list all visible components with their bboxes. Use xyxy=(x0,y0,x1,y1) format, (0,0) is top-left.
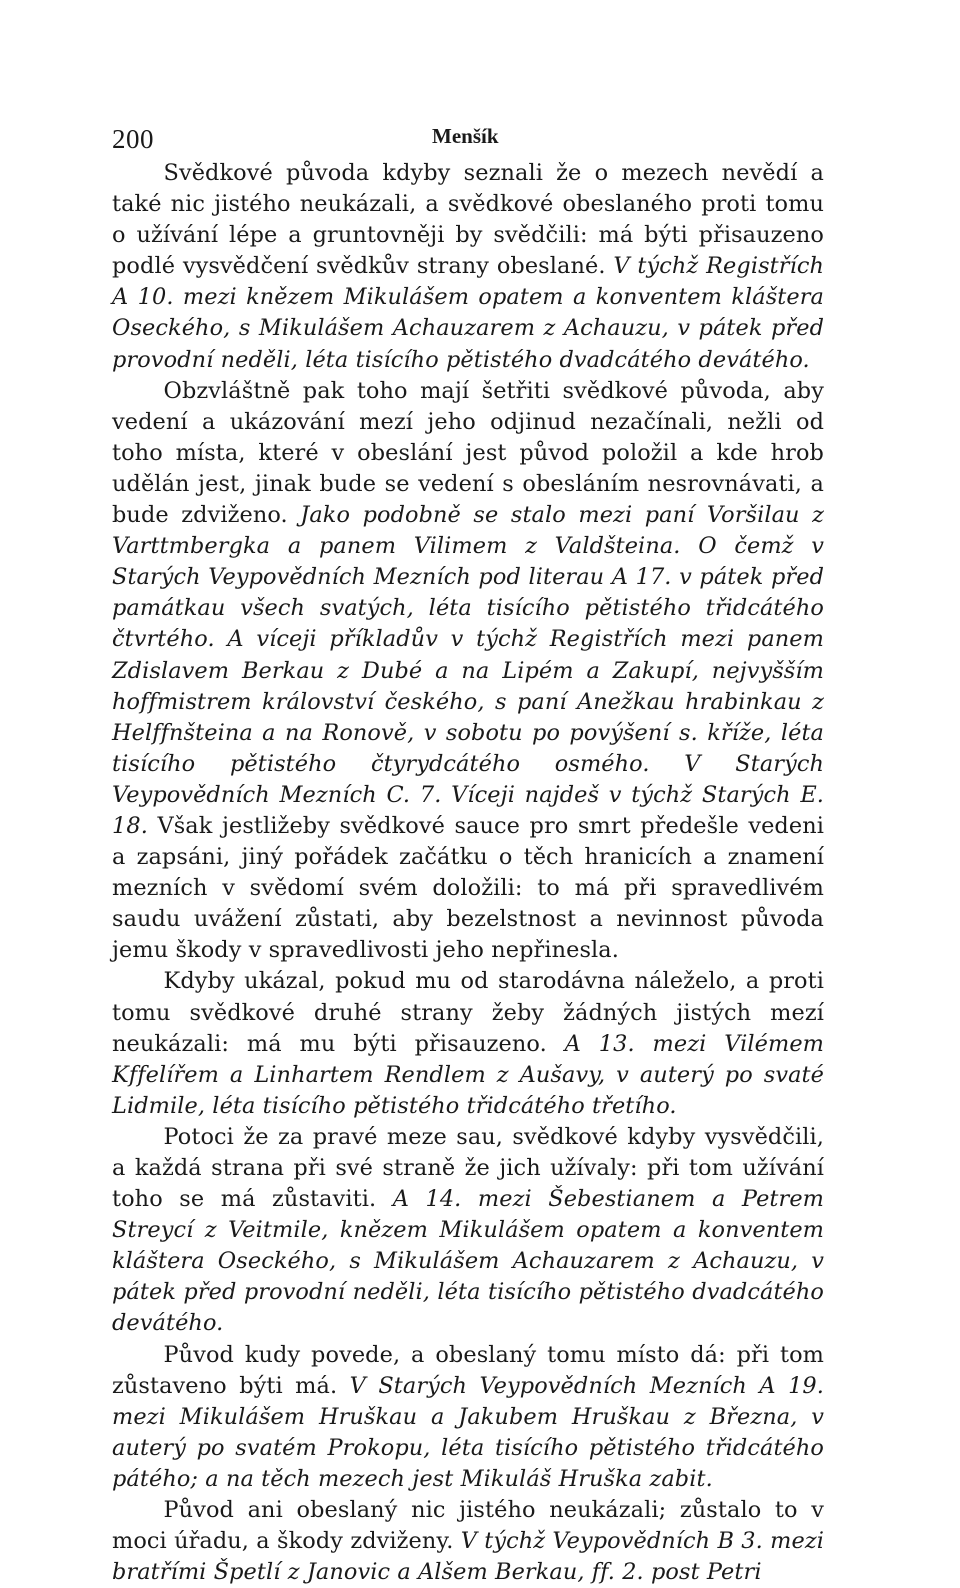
running-title: Menšík xyxy=(432,124,499,148)
page-number: 200 xyxy=(112,124,154,154)
paragraph-text: Však jestližeby svědkové sauce pro smrt předešle vedeni a zapsáni, jiný pořádek začátku o těch hranicích a znamení mezních v svědomí svém doložili: to má při spravedlivém saudu uvážení zůstati, aby bezelstnost a nevinnost původa jemu škody v spravedlivosti jeho nepřinesla. xyxy=(112,812,824,964)
paragraph-citation: V týchž Registřích A 10. mezi knězem Mikulášem opatem a konventem kláštera Oseckého, s Mikulášem Achauzarem z Achauzu, v pátek před provodní neděli, léta tisícího pětistého dvadcátého devátého. xyxy=(112,253,824,373)
paragraph-text: Původ kudy povede, a obeslaný tomu místo dá: při tom zůstaveno býti má. xyxy=(112,1341,824,1399)
paragraph-text: Obzvláštně pak toho mají šetřiti svědkové původa, aby vedení a ukázování mezí jeho odjinud nezačínali, nežli od toho místa, které v obeslání jest původ položil a kde hrob udělán jest, jinak bude se vedení s obesláním nesrovnávati, a bude zdviženo. xyxy=(112,377,824,529)
paragraph-text: Potoci že za pravé meze sau, svědkové kdyby vysvědčili, a každá strana při své straně že jich užívaly: při tom užívání toho se má zůstaviti. xyxy=(112,1123,824,1213)
paragraph xyxy=(112,1340,824,1495)
paragraph xyxy=(112,966,824,1121)
paragraph xyxy=(112,1122,824,1340)
book-page xyxy=(112,118,824,1588)
paragraph-citation: V Starých Veypovědních Mezních A 19. mezi Mikulášem Hruškau a Jakubem Hruškau z Března, v auterý po svatém Prokopu, léta tisícího pětistého třidcátého pátého; a na těch mezech jest Mikuláš Hruška zabit. xyxy=(112,1372,824,1492)
paragraph-text: Svědkové původa kdyby seznali že o mezech nevědí a také nic jistého neukázali, a svědkové obeslaného proti tomu o užívání lépe a gruntovněji by svědčili: má býti přisauzeno podlé vysvědčení svědkův strany obeslané. xyxy=(112,160,824,280)
paragraph-citation: Jako podobně se stalo mezi paní Voršilau z Varttmbergka a panem Vilimem z Valdšteina. O čemž v Starých Veypovědních Mezních pod literau A 17. v pátek před památkau všech svatých, léta tisícího pětistého třidcátého čtvrtého. A víceji příkladův v týchž Registřích mezi panem Zdislavem Berkau z Dubé a na Lipém a Zakupí, nejvyšším hoffmistrem království českého, s paní Anežkau hrabinkau z Helffnšteina a na Ronově, v sobotu po povýšení s. kříže, léta tisícího pětistého čtyrydcátého osmého. V Starých Veypovědních Mezních C. 7. Víceji najdeš v týchž Starých E. 18. xyxy=(112,502,824,839)
paragraph xyxy=(112,158,824,376)
body-text xyxy=(112,158,824,1588)
paragraph-text: Kdyby ukázal, pokud mu od starodávna náleželo, a proti tomu svědkové druhé strany žeby žádných jistých mezí neukázali: má mu býti přisauzeno. xyxy=(112,968,824,1057)
paragraph xyxy=(112,1495,824,1588)
paragraph-text: Původ ani obeslaný nic jistého neukázali; zůstalo to v moci úřadu, a škody zdviženy. xyxy=(112,1497,824,1555)
running-head xyxy=(112,118,824,158)
paragraph-citation: V týchž Veypovědních B 3. mezi bratřími Špetlí z Janovic a Alšem Berkau, ff. 2. post Petri xyxy=(112,1528,824,1586)
paragraph xyxy=(112,376,824,967)
paragraph-citation: A 13. mezi Vilémem Kffelířem a Linhartem Rendlem z Aušavy, v auterý po svaté Lidmile, léta tisícího pětistého třidcátého třetího. xyxy=(112,1030,824,1119)
paragraph-citation: A 14. mezi Šebestianem a Petrem Streycí z Veitmile, knězem Mikulášem opatem a konventem kláštera Oseckého, s Mikulášem Achauzarem z Achauzu, v pátek před provodní neděli, léta tisícího pětistého dvadcátého devátého. xyxy=(112,1186,825,1337)
